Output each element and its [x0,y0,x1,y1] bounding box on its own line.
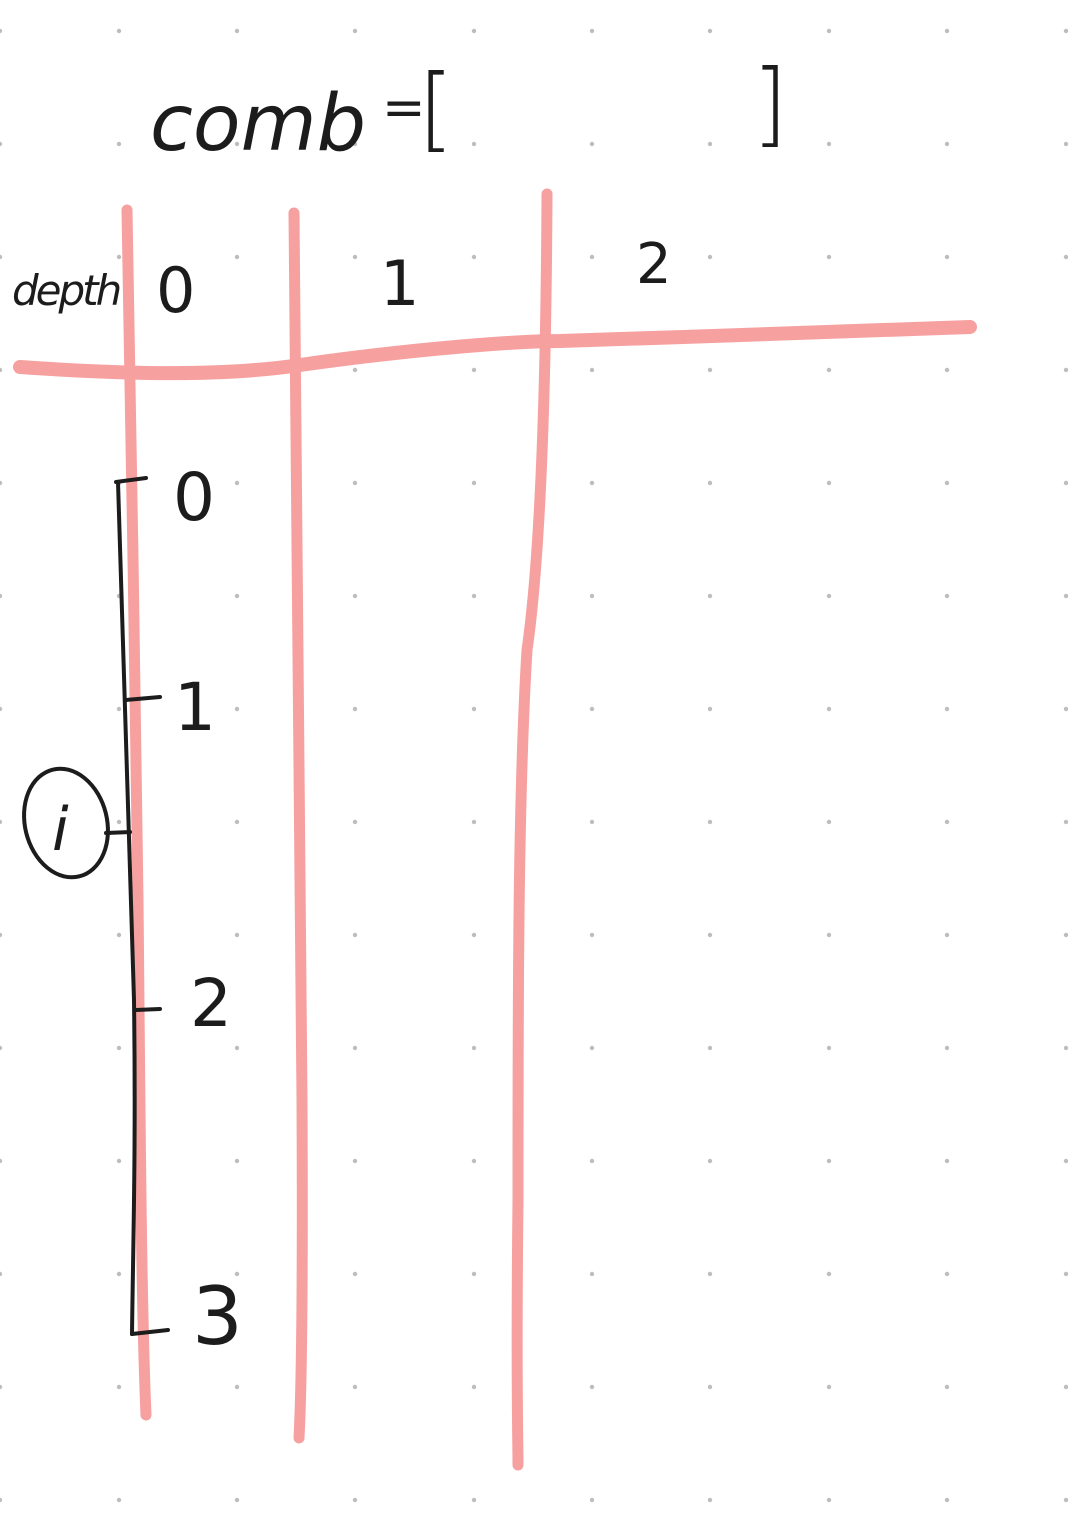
grid-dot [708,368,712,372]
grid-dot [945,1046,949,1050]
title-name: comb [150,79,367,169]
grid-dot [708,820,712,824]
grid-dot [353,1046,357,1050]
grid-dot [945,1159,949,1163]
grid-dot [235,1385,239,1389]
grid-dot [117,1046,121,1050]
grid-dot [708,707,712,711]
grid-dot [945,255,949,259]
grid-dot [1064,481,1068,485]
grid-dot [590,933,594,937]
grid-dot [235,481,239,485]
grid-dot [945,142,949,146]
grid-dot [590,820,594,824]
grid-dot [708,1385,712,1389]
grid-dot [472,481,476,485]
grid-dot [117,820,121,824]
grid-dot [1064,29,1068,33]
grid-dot [945,1498,949,1502]
grid-dot [1064,1159,1068,1163]
grid-dot [117,1385,121,1389]
grid-dot [590,481,594,485]
grid-dot [472,1046,476,1050]
grid-dot [235,594,239,598]
grid-dot [0,368,2,372]
grid-dot [235,29,239,33]
grid-dot [590,1046,594,1050]
grid-dot [472,255,476,259]
grid-dot [472,1159,476,1163]
header-divider-line [20,327,970,373]
depth-column-0: 0 [156,254,196,327]
grid-dot [708,481,712,485]
grid-dot [590,142,594,146]
branch-option-3: 3 [192,1270,243,1363]
grid-dot [1064,820,1068,824]
grid-dot [472,820,476,824]
grid-dot [235,1046,239,1050]
grid-dot [827,29,831,33]
grid-dot [353,933,357,937]
grid-dot [945,820,949,824]
grid-dot [353,1159,357,1163]
grid-dot [353,1385,357,1389]
grid-dot [827,1498,831,1502]
grid-dot [353,820,357,824]
dot-grid-background [0,29,1068,1502]
grid-dot [117,255,121,259]
grid-dot [472,368,476,372]
grid-dot [590,1385,594,1389]
branch-bracket [106,459,243,1363]
grid-dot [1064,142,1068,146]
grid-dot [353,255,357,259]
grid-dot [590,707,594,711]
circled-branch-marker [13,760,119,887]
branch-option-2: 2 [190,965,232,1042]
grid-dot [0,1272,2,1276]
grid-dot [353,481,357,485]
grid-dot [0,1385,2,1389]
grid-dot [117,1272,121,1276]
grid-dot [235,933,239,937]
grid-dot [0,1159,2,1163]
grid-dot [0,29,2,33]
grid-dot [0,255,2,259]
grid-dot [945,481,949,485]
grid-dot [472,29,476,33]
grid-dot [708,1272,712,1276]
grid-dot [945,933,949,937]
grid-dot [827,142,831,146]
grid-dot [708,933,712,937]
depth-row-label: depth [12,266,120,315]
column-divider-1 [294,213,302,1438]
grid-dot [708,1159,712,1163]
grid-dot [117,933,121,937]
grid-dot [0,481,2,485]
column-divider-2 [517,194,547,1465]
grid-dot [827,1159,831,1163]
grid-dot [0,1498,2,1502]
grid-dot [235,707,239,711]
grid-dot [590,594,594,598]
grid-dot [353,29,357,33]
grid-dot [590,29,594,33]
bracket-tick-0 [116,478,146,482]
grid-dot [827,255,831,259]
grid-dot [708,594,712,598]
grid-dot [708,142,712,146]
marker-label: i [52,795,69,865]
grid-dot [827,1046,831,1050]
grid-dot [708,1498,712,1502]
bracket-tick-2 [136,1009,160,1010]
grid-dot [1064,933,1068,937]
header-row [12,232,672,327]
grid-dot [472,142,476,146]
grid-dot [827,1385,831,1389]
grid-dot [590,1272,594,1276]
grid-dot [945,1272,949,1276]
grid-dot [1064,368,1068,372]
grid-dot [708,1046,712,1050]
grid-dot [1064,255,1068,259]
grid-dot [590,255,594,259]
grid-dot [235,1498,239,1502]
grid-dot [1064,1046,1068,1050]
title-expression [150,50,788,169]
grid-dot [827,707,831,711]
grid-dot [827,820,831,824]
grid-dot [235,820,239,824]
grid-dot [353,1498,357,1502]
grid-dot [0,820,2,824]
grid-dot [353,707,357,711]
grid-dot [0,594,2,598]
grid-dot [117,1159,121,1163]
grid-dot [472,933,476,937]
grid-dot [945,368,949,372]
branch-option-1: 1 [174,669,216,746]
grid-dot [117,707,121,711]
grid-dot [1064,1498,1068,1502]
grid-dot [827,368,831,372]
grid-dot [472,707,476,711]
grid-dot [590,368,594,372]
grid-dot [353,594,357,598]
grid-dot [1064,594,1068,598]
grid-dot [117,142,121,146]
grid-dot [235,255,239,259]
grid-dot [827,1272,831,1276]
grid-dot [0,1046,2,1050]
grid-dot [472,1385,476,1389]
grid-dot [0,142,2,146]
grid-dot [117,1498,121,1502]
depth-column-1: 1 [380,247,420,320]
grid-dot [590,1159,594,1163]
grid-dot [1064,1385,1068,1389]
grid-dot [472,1498,476,1502]
grid-dot [0,933,2,937]
grid-dot [708,29,712,33]
grid-dot [1064,707,1068,711]
grid-dot [472,1272,476,1276]
grid-dot [0,707,2,711]
grid-dot [472,594,476,598]
title-equals: = [382,78,426,138]
grid-dot [1064,1272,1068,1276]
title-open-bracket: [ [418,55,454,162]
grid-dot [827,594,831,598]
branch-option-0: 0 [173,459,215,536]
grid-dot [117,29,121,33]
grid-dot [945,594,949,598]
grid-dot [945,1385,949,1389]
title-close-bracket: ] [752,50,788,157]
depth-column-2: 2 [636,232,672,297]
grid-dot [353,1272,357,1276]
grid-dot [827,481,831,485]
bracket-tick-3 [132,1330,168,1334]
grid-dot [827,933,831,937]
grid-dot [945,707,949,711]
grid-dot [235,1159,239,1163]
grid-dot [353,368,357,372]
grid-dot [590,1498,594,1502]
grid-dot [945,29,949,33]
grid-dot [708,255,712,259]
